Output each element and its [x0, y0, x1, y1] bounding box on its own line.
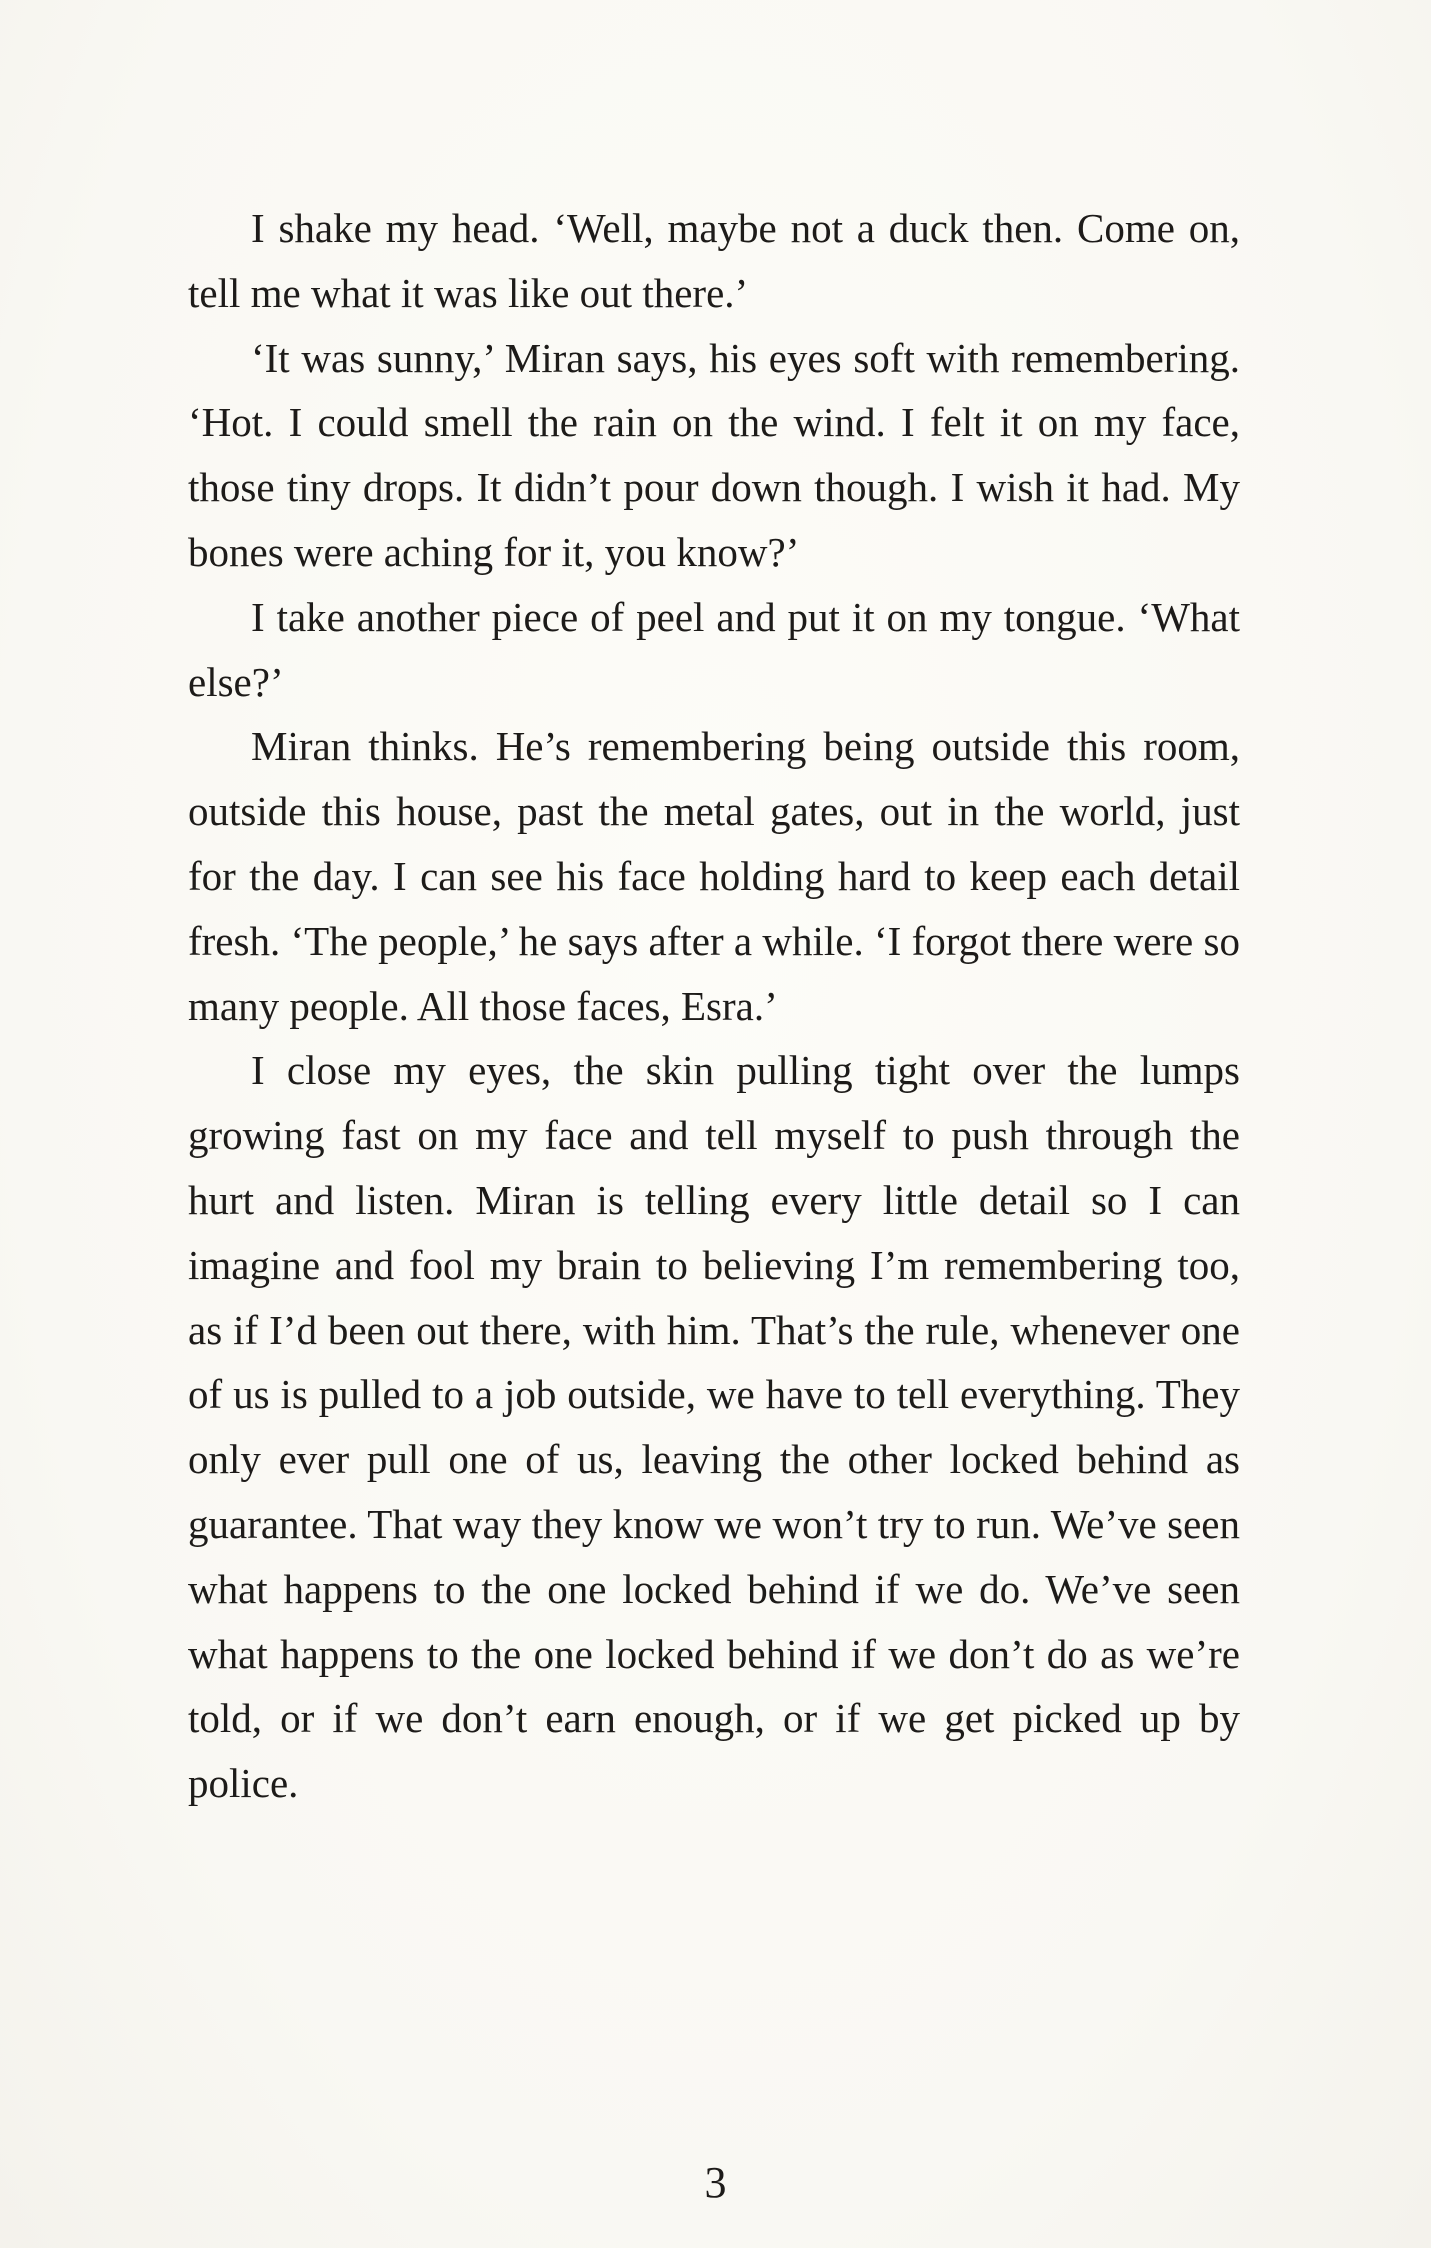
paragraph-3: I take another piece of peel and put it on my tongue. ‘What else?’: [188, 593, 1240, 705]
paragraph-5: I close my eyes, the skin pulling tight over the lumps growing fast on my face and tell myself to push through the hurt and listen. Miran is telling every little detail so I can imagine and fool my brain to believing I’m remembering too, as if I’d been out there, with him. That’s the rule, whenever one of us is pulled to a job outside, we have to tell everything. They only ever pull one of us, leaving the other locked behind as guarantee. That way they know we won’t try to run. We’ve seen what happens to the one locked behind if we do. We’ve seen what happens to the one locked behind if we don’t do as we’re told, or if we don’t earn enough, or if we get picked up by police.: [188, 1047, 1240, 1807]
body-text: [188, 196, 1240, 1816]
paragraph-4: Miran thinks. He’s remembering being outside this room, outside this house, past the metal gates, out in the world, just for the day. I can see his face holding hard to keep each detail fresh. ‘The people,’ he says after a while. ‘I forgot there were so many people. All those faces, Esra.’: [188, 723, 1240, 1029]
page-number: 3: [704, 2158, 727, 2207]
paragraph-2: ‘It was sunny,’ Miran says, his eyes soft with remembering. ‘Hot. I could smell the rain on the wind. I felt it on my face, those tiny drops. It didn’t pour down though. I wish it had. My bones were aching for it, you know?’: [188, 334, 1240, 575]
paragraph-1: I shake my head. ‘Well, maybe not a duck then. Come on, tell me what it was like out there.’: [188, 205, 1240, 316]
